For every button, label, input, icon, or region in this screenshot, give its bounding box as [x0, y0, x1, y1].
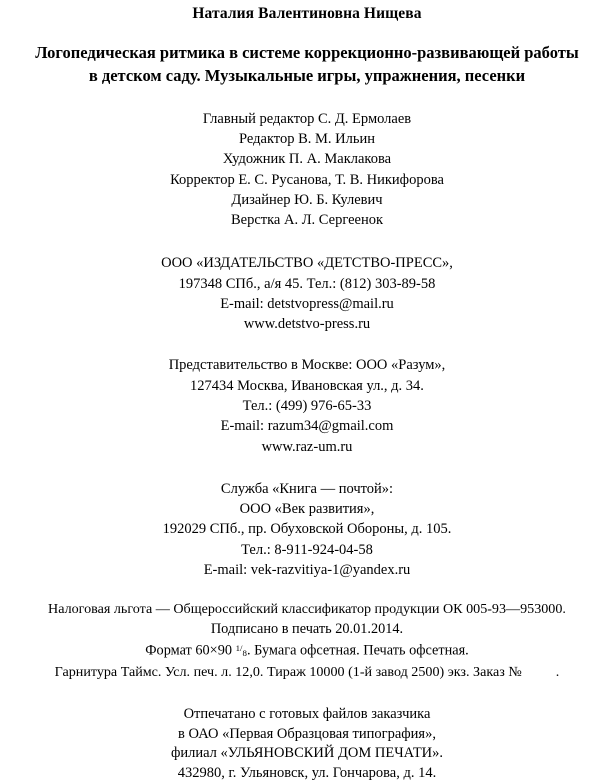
publisher-address: 197348 СПб., а/я 45. Тел.: (812) 303-89-58 [178, 275, 436, 292]
credit-editor: Редактор В. М. Ильин [239, 131, 375, 148]
printer-address: 432980, г. Ульяновск, ул. Гончарова, д. 14. [177, 765, 437, 782]
imprint-format-prefix: Формат 60×90 [145, 642, 236, 659]
credit-designer: Дизайнер Ю. Б. Кулевич [231, 191, 383, 208]
imprint-format-denominator: 8 [242, 648, 247, 659]
book-by-mail-address: 192029 СПб., пр. Обуховской Обороны, д. 105. [162, 521, 452, 538]
publisher-email: E-mail: detstvopress@mail.ru [220, 295, 394, 312]
technical-imprint-block [0, 600, 614, 683]
book-by-mail-phone: Тел.: 8-911-924-04-58 [241, 541, 373, 558]
imprint-print-run-suffix: . [555, 664, 560, 681]
credit-layout: Верстка А. Л. Сергеенок [230, 212, 384, 229]
moscow-office-email: E-mail: razum34@gmail.com [220, 418, 394, 435]
author-name: Наталия Валентиновна Нищева [192, 5, 422, 22]
editorial-credits [0, 109, 614, 230]
moscow-office-block [0, 355, 614, 456]
book-by-mail-company: ООО «Век развития», [239, 501, 375, 518]
imprint-format-numerator: 1 [235, 643, 241, 654]
book-title [0, 41, 614, 87]
credit-proofreader: Корректор Е. С. Русанова, Т. В. Никифорова [170, 171, 444, 188]
credit-artist: Художник П. А. Маклакова [222, 151, 392, 168]
imprint-print-run-line [0, 663, 614, 682]
book-title-line-1: Логопедическая ритмика в системе коррекционно-развивающей работы [35, 43, 579, 62]
moscow-office-address: 127434 Москва, Ивановская ул., д. 34. [190, 377, 424, 394]
moscow-office-website: www.raz-um.ru [261, 438, 353, 455]
book-by-mail-title: Служба «Книга — почтой»: [220, 480, 394, 497]
book-by-mail-email: E-mail: vek-razvitiya-1@yandex.ru [203, 562, 411, 579]
printer-note: Отпечатано с готовых файлов заказчика [183, 705, 431, 722]
publisher-website: www.detstvo-press.ru [243, 316, 371, 333]
moscow-office-phone: Тел.: (499) 976-65-33 [242, 398, 372, 414]
printer-branch: филиал «УЛЬЯНОВСКИЙ ДОМ ПЕЧАТИ». [170, 745, 444, 762]
imprint-format-line [0, 639, 614, 663]
moscow-office-name: Представительство в Москве: ООО «Разум», [168, 357, 446, 374]
imprint-print-run-text: Гарнитура Таймс. Усл. печ. л. 12,0. Тираж 10000 (1-й завод 2500) экз. Заказ № [54, 664, 522, 681]
publisher-name: ООО «ИЗДАТЕЛЬСТВО «ДЕТСТВО-ПРЕСС», [161, 255, 453, 272]
book-by-mail-block [0, 479, 614, 580]
printing-house-block [0, 705, 614, 784]
publisher-block [0, 253, 614, 334]
imprint-tax-line: Налоговая льгота — Общероссийский классификатор продукции ОК 005-93—953000. [48, 601, 566, 618]
imprint-format-slash: / [240, 643, 243, 654]
imprint-signed-date: Подписано в печать 20.01.2014. [210, 620, 404, 637]
book-title-line-2: в детском саду. Музыкальные игры, упражнения, песенки [88, 66, 526, 85]
imprint-format-fraction [235, 643, 247, 659]
printer-company: в ОАО «Первая Образцовая типография», [178, 725, 436, 742]
credit-chief-editor: Главный редактор С. Д. Ермолаев [202, 111, 412, 127]
imprint-format-suffix: . Бумага офсетная. Печать офсетная. [246, 642, 469, 659]
